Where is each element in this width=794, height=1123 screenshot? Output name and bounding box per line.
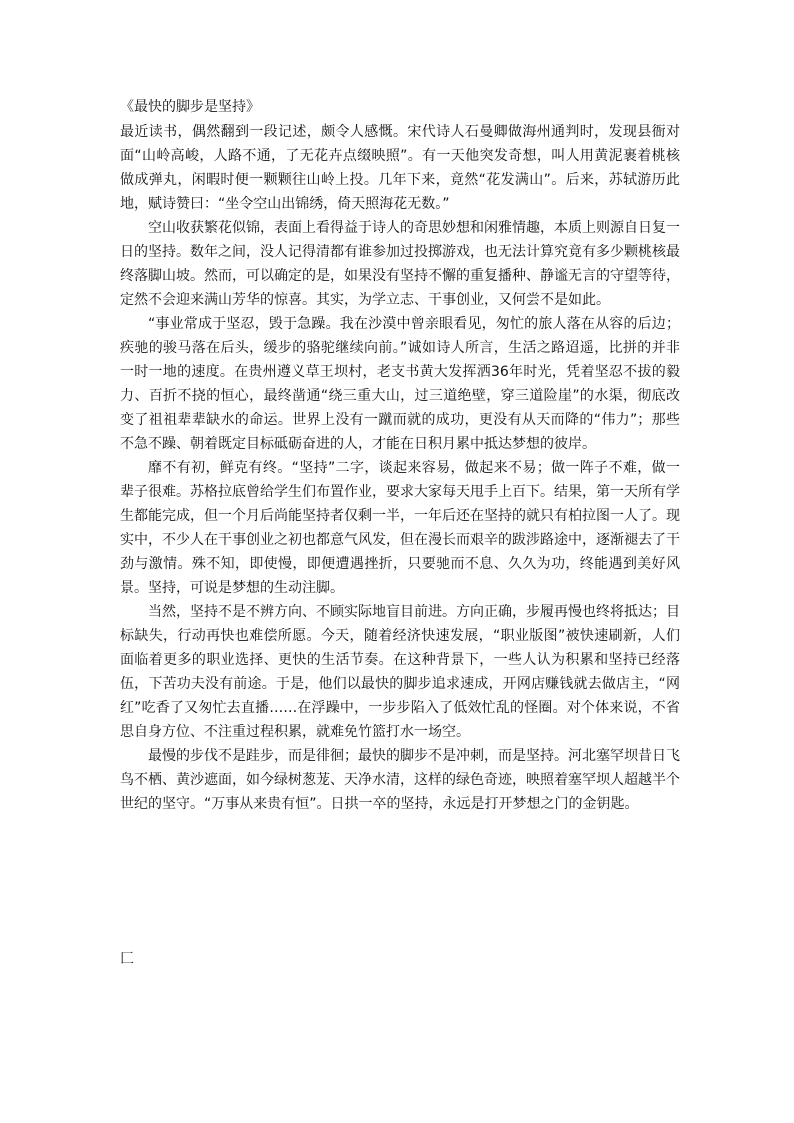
paragraph-2: 空山收获繁花似锦，表面上看得益于诗人的奇思妙想和闲雅情趣，本质上则源自日复一日的坚持。数年之间，没人记得清都有谁参加过投掷游戏，也无法计算究竟有多少颗桃核最终落脚山坡。然而，可以确定的是，如果没有坚持不懈的重复播种、静谧无言的守望等待，定然不会迎来满山芳华的惊喜。其实，为学立志、干事创业，又何尝不是如此。 [120,220,680,308]
footer-mark: 匚 [120,951,134,967]
paragraph-5: 当然，坚持不是不辨方向、不顾实际地盲目前进。方向正确，步履再慢也终将抵达；目标缺失，行动再快也难偿所愿。今天，随着经济快速发展，“职业版图”被快速刷新，人们面临着更多的职业选择、更快的生活节奏。在这种背景下，一些人认为积累和坚持已经落伍，下苦功夫没有前途。于是，他们以最快的脚步追求速成，开网店赚钱就去做店主，“网红”吃香了又匆忙去直播……在浮躁中，一步步陷入了低效忙乱的怪圈。对个体来说，不省思自身方位、不注重过程积累，就难免竹篮打水一场空。 [120,604,680,740]
document-page [120,96,680,816]
paragraph-3: “事业常成于坚忍，毁于急躁。我在沙漠中曾亲眼看见，匆忙的旅人落在从容的后边；疾驰的骏马落在后头，缓步的骆驼继续向前。”诚如诗人所言，生活之路迢遥，比拼的并非一时一地的速度。在贵州遵义草王坝村，老支书黄大发挥洒36年时光，凭着坚忍不拔的毅力、百折不挠的恒心，最终凿通“绕三重大山，过三道绝壁，穿三道险崖”的水渠，彻底改变了祖祖辈辈缺水的命运。世界上没有一蹴而就的成功，更没有从天而降的“伟力”；那些不急不躁、朝着既定目标砥砺奋进的人，才能在日积月累中抵达梦想的彼岸。 [120,316,680,452]
article-title: 《最快的脚步是坚持》 [120,99,260,115]
paragraph-6: 最慢的步伐不是跬步，而是徘徊；最快的脚步不是冲刺，而是坚持。河北塞罕坝昔日飞鸟不栖、黄沙遮面，如今绿树葱茏、天净水清，这样的绿色奇迹，映照着塞罕坝人超越半个世纪的坚守。“万事从来贵有恒”。日拱一卒的坚持，永远是打开梦想之门的金钥匙。 [120,748,680,812]
paragraph-4: 靡不有初，鲜克有终。“坚持”二字，谈起来容易，做起来不易；做一阵子不难，做一辈子很难。苏格拉底曾给学生们布置作业，要求大家每天甩手上百下。结果，第一天所有学生都能完成，但一个月后尚能坚持者仅剩一半，一年后还在坚持的就只有柏拉图一人了。现实中，不少人在干事创业之初也都意气风发，但在漫长而艰辛的跋涉路途中，逐渐褪去了干劲与激情。殊不知，即使慢，即便遭遇挫折，只要驰而不息、久久为功，终能遇到美好风景。坚持，可说是梦想的生动注脚。 [120,460,680,596]
paragraph-1: 最近读书，偶然翻到一段记述，颇令人感慨。宋代诗人石曼卿做海州通判时，发现县衙对面“山岭高峻，人路不通，了无花卉点缀映照”。有一天他突发奇想，叫人用黄泥裹着桃核做成弹丸，闲暇时便一颗颗往山岭上投。几年下来，竟然“花发满山”。后来，苏轼游历此地，赋诗赞曰：“坐令空山出锦绣，倚天照海花无数。” [120,124,680,212]
